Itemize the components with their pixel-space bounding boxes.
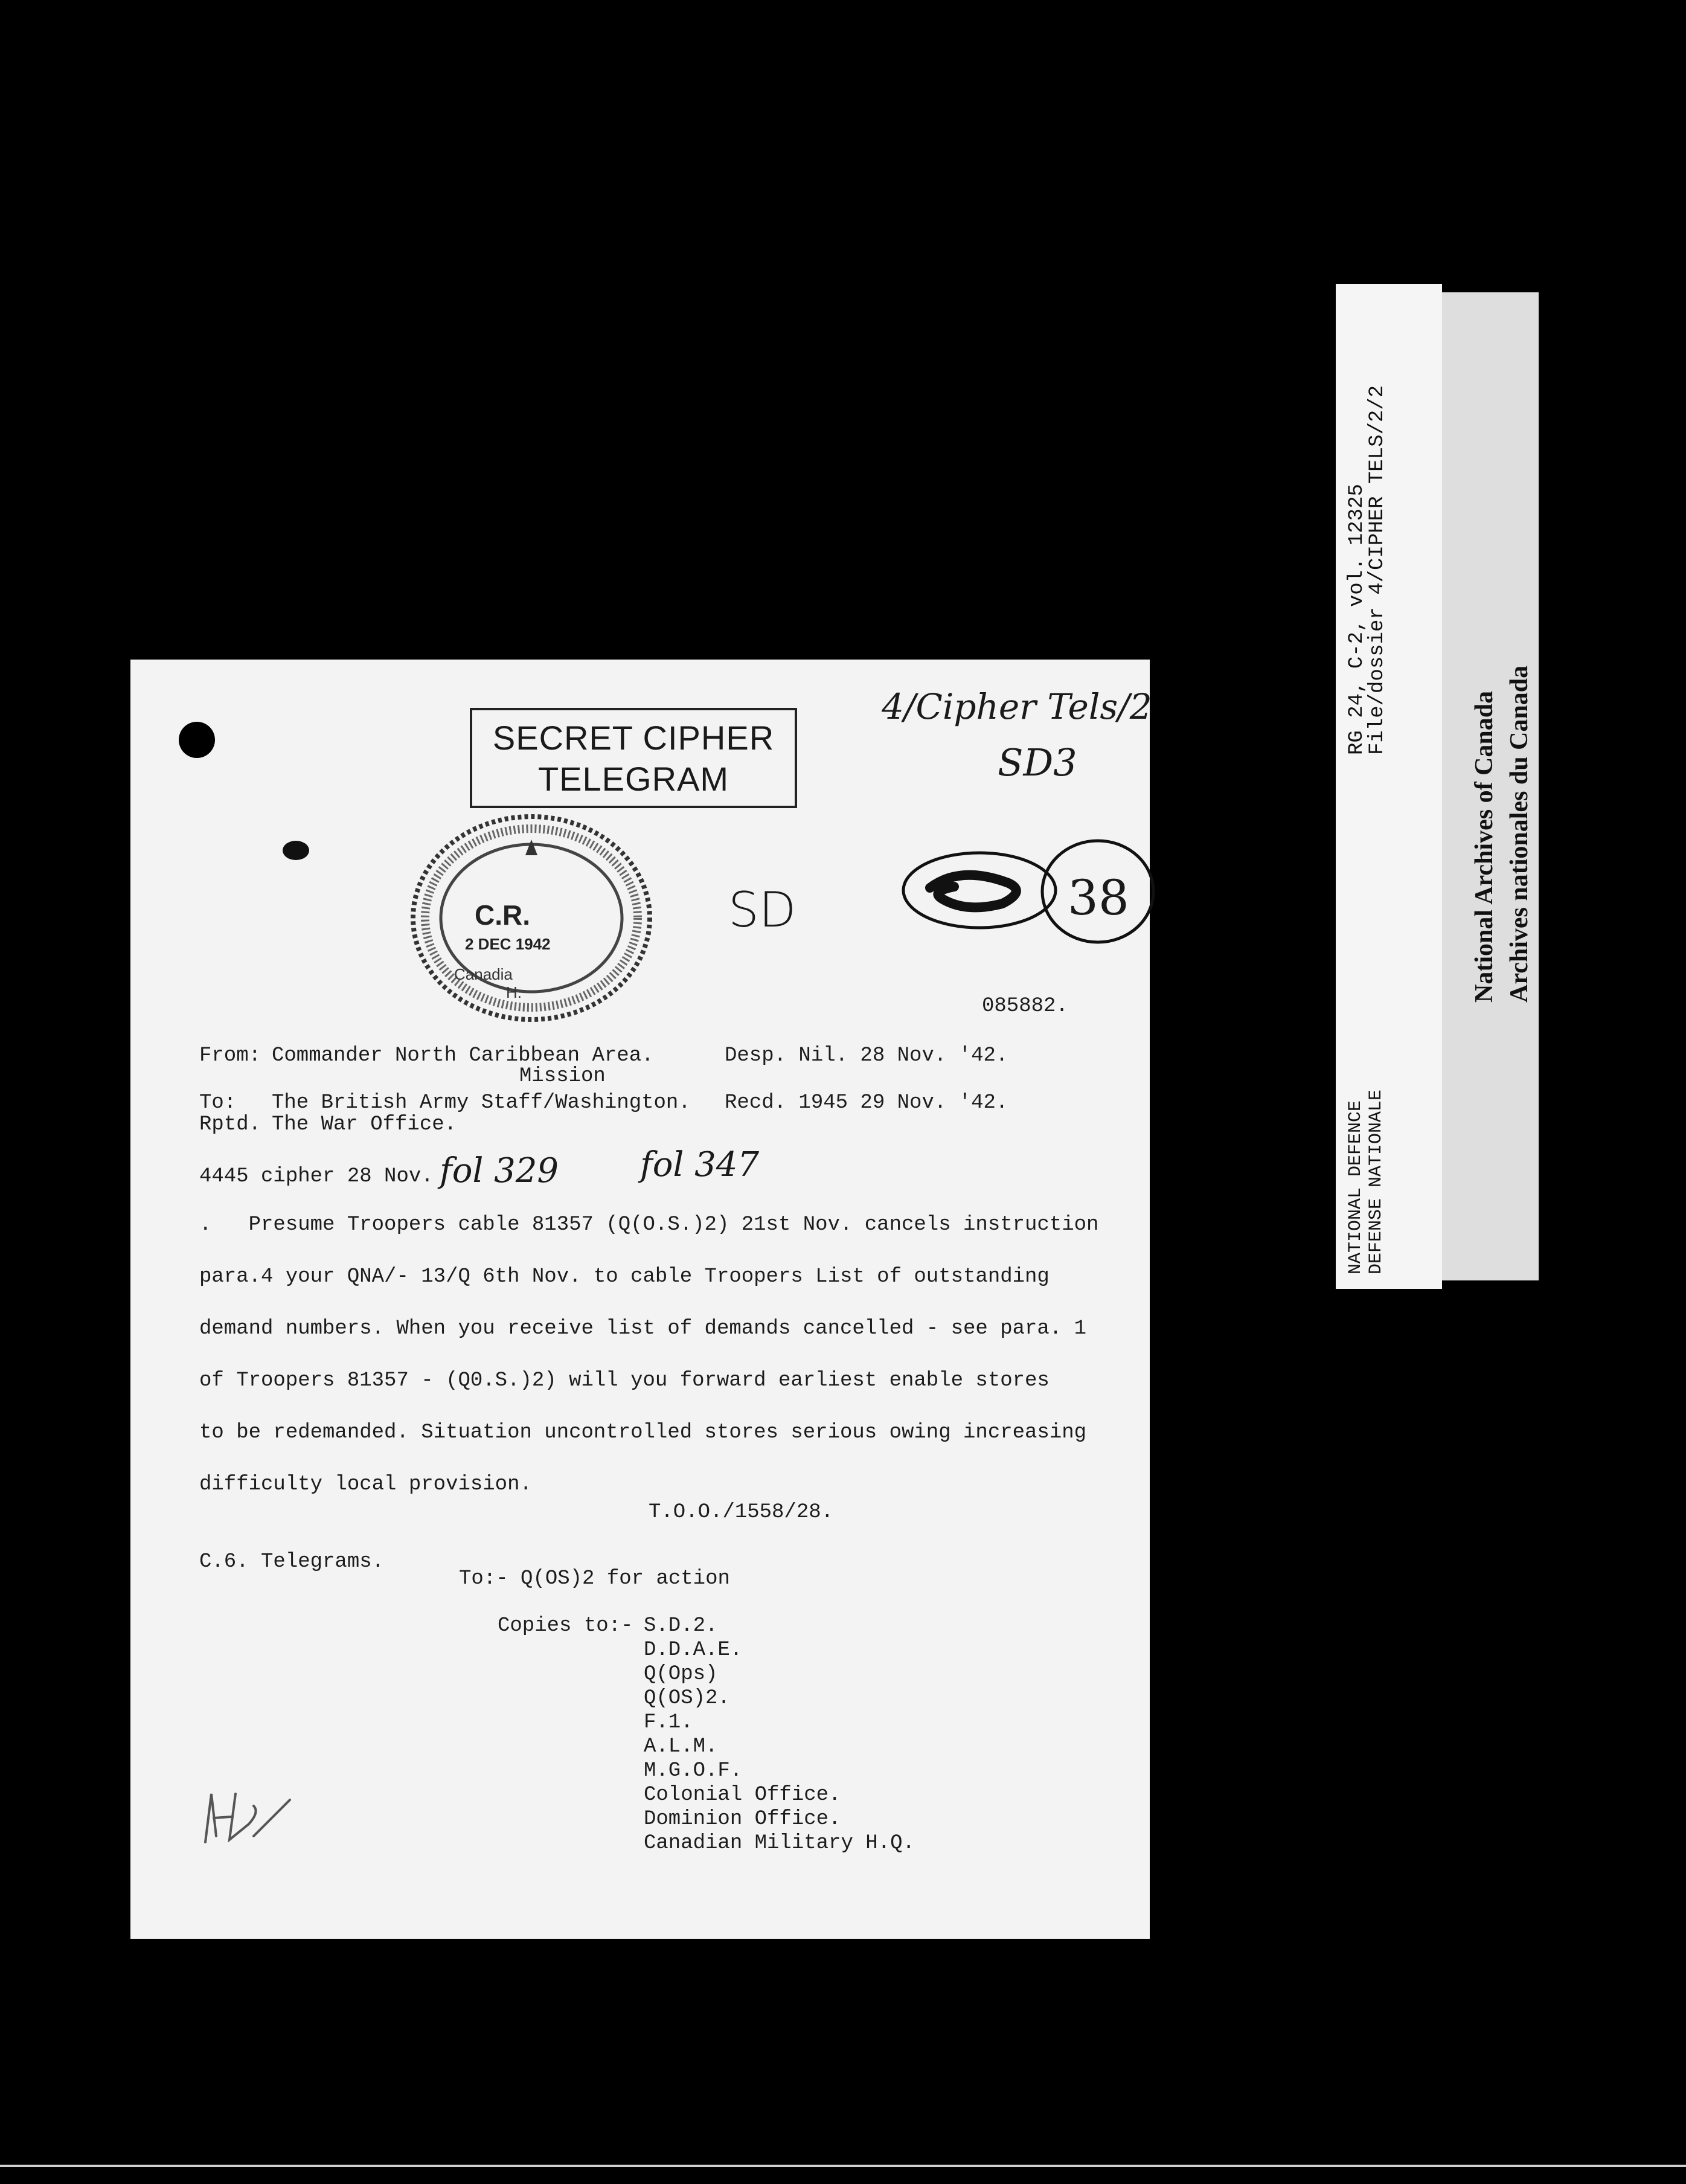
copy-recipient: S.D.2.: [644, 1614, 718, 1637]
archive-ref-2: File/dossier 4/CIPHER TELS/2/2: [1366, 385, 1389, 755]
stamp-text-2: H.: [506, 983, 522, 1001]
copy-recipient: Canadian Military H.Q.: [644, 1832, 915, 1855]
despatch-info: Desp. Nil. 28 Nov. '42.: [725, 1044, 1008, 1067]
body-line: para.4 your QNA/- 13/Q 6th Nov. to cable Troopers List of outstanding: [199, 1265, 1050, 1288]
copy-recipient: F.1.: [644, 1711, 693, 1734]
stamp-mark: C.R.: [475, 899, 530, 931]
crossed-out-scribble: [930, 875, 1016, 908]
copy-recipient: A.L.M.: [644, 1735, 718, 1758]
department-fr: DEFENSE NATIONALE: [1366, 1089, 1386, 1274]
cipher-reference: 4445 cipher 28 Nov.: [199, 1165, 434, 1188]
to-label: To:: [199, 1091, 237, 1114]
telegram-title-box: [470, 708, 797, 808]
stamp-text-1: Canadia: [454, 965, 513, 983]
category: C.6. Telegrams.: [199, 1550, 385, 1573]
body-line: difficulty local provision.: [199, 1473, 532, 1496]
handwritten-file-ref: 4/Cipher Tels/2: [882, 686, 1152, 727]
from-value-2: Mission: [519, 1065, 606, 1088]
copy-recipient: Q(OS)2.: [644, 1687, 730, 1710]
department-en: NATIONAL DEFENCE: [1345, 1100, 1366, 1274]
folio-number: 38: [1068, 870, 1129, 926]
stamp-date: 2 DEC 1942: [465, 935, 551, 953]
from-value: Commander North Caribbean Area.: [272, 1044, 654, 1067]
copy-recipient: M.G.O.F.: [644, 1759, 743, 1782]
handwritten-fol-2: fol 347: [640, 1145, 760, 1184]
body-line: . Presume Troopers cable 81357 (Q(O.S.)2) 21st Nov. cancels instruction: [199, 1213, 1099, 1236]
title-line-1: SECRET CIPHER: [492, 719, 775, 757]
from-label: From:: [199, 1044, 261, 1067]
reference-number: 085882.: [982, 995, 1068, 1018]
received-info: Recd. 1945 29 Nov. '42.: [725, 1091, 1008, 1114]
archive-name-en: National Archives of Canada: [1470, 690, 1498, 1003]
body-line: to be redemanded. Situation uncontrolled stores serious owing increasing: [199, 1421, 1087, 1444]
received-stamp: [405, 809, 658, 1027]
copy-recipient: D.D.A.E.: [644, 1639, 743, 1662]
repeated-label: Rptd.: [199, 1113, 261, 1136]
time-of-origin: T.O.O./1558/28.: [649, 1501, 834, 1524]
to-value: The British Army Staff/Washington.: [272, 1091, 691, 1114]
punch-hole: [179, 722, 215, 758]
archive-name-fr: Archives nationales du Canada: [1505, 665, 1533, 1003]
handwritten-sd: SD: [728, 882, 797, 938]
handwritten-fol-1: fol 329: [440, 1151, 559, 1190]
body-line: of Troopers 81357 - (Q0.S.)2) will you forward earliest enable stores: [199, 1369, 1050, 1392]
action-line: To:- Q(OS)2 for action: [459, 1567, 730, 1590]
handwritten-sd3: SD3: [998, 740, 1077, 785]
copy-recipient: Colonial Office.: [644, 1784, 841, 1807]
copy-recipient: Q(Ops): [644, 1663, 718, 1686]
archive-ref-1: RG 24, C-2, vol. 12325: [1345, 484, 1368, 755]
title-line-2: TELEGRAM: [537, 760, 729, 798]
copies-label: Copies to:-: [498, 1614, 633, 1637]
body-line: demand numbers. When you receive list of demands cancelled - see para. 1: [199, 1317, 1087, 1340]
repeated-value: The War Office.: [272, 1113, 457, 1136]
scan-edge-line: [0, 2165, 1686, 2167]
ink-blot: [283, 841, 309, 860]
initials-signature: [193, 1770, 296, 1854]
copy-recipient: Dominion Office.: [644, 1808, 841, 1831]
